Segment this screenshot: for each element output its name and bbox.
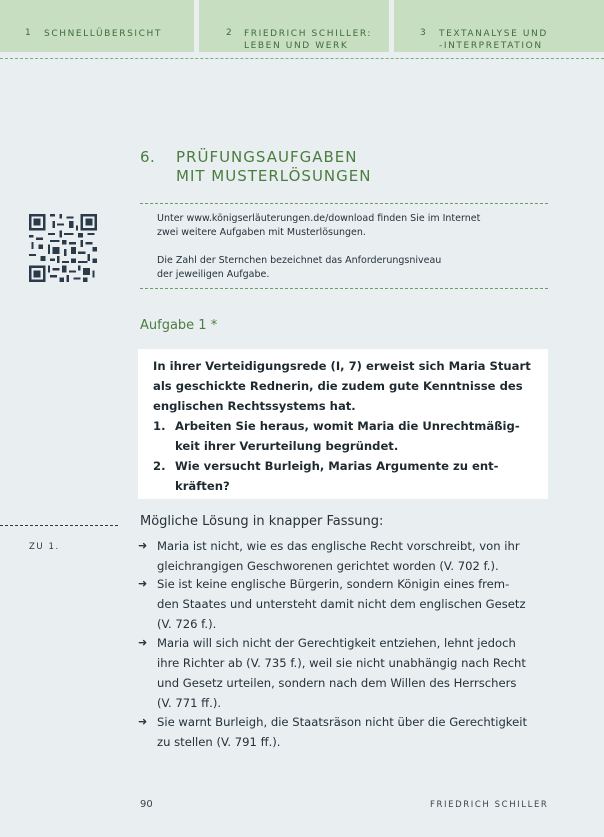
arrow-right-icon: ➜ <box>138 715 148 728</box>
chapter-navigation <box>0 0 604 57</box>
task-heading: Aufgabe 1 * <box>140 318 218 333</box>
tab-label: TEXTANALYSE UND -INTERPRETATION <box>439 29 548 51</box>
header-divider <box>0 58 604 59</box>
bullet-text: Maria ist nicht, wie es das englische Recht vorschreibt, von ihr gleichrangigen Geschworenen gerichtet worden (V. 702 f.). <box>157 539 520 573</box>
arrow-right-icon: ➜ <box>138 539 148 552</box>
tab-number: 1 <box>25 28 33 38</box>
tab-label: SCHNELLÜBERSICHT <box>44 29 162 39</box>
download-note: Unter www.königserläuterungen.de/download finden Sie im Internet zwei weitere Aufgaben mit Musterlösungen. <box>157 213 481 238</box>
tab-textanalyse[interactable] <box>394 0 604 52</box>
chapter-number: 6. <box>140 148 156 166</box>
page-number: 90 <box>140 799 153 810</box>
task-item-number: 1. <box>153 419 166 433</box>
tab-schiller-leben-werk[interactable] <box>199 0 389 52</box>
tab-number: 2 <box>226 28 234 38</box>
solution-heading: Mögliche Lösung in knapper Fassung: <box>140 514 384 529</box>
tab-label: FRIEDRICH SCHILLER: LEBEN UND WERK <box>244 29 373 51</box>
task-intro: In ihrer Verteidigungsrede (I, 7) erweist sich Maria Stuart als geschickte Rednerin, die zudem gute Kenntnisse des englischen Rechtssystems hat. <box>153 359 531 413</box>
difficulty-note: Die Zahl der Sternchen bezeichnet das Anforderungsniveau der jeweiligen Aufgabe. <box>157 255 442 280</box>
bullet-text: Sie ist keine englische Bürgerin, sondern Königin eines frem- den Staates und untersteht damit nicht dem englischen Gesetz (V. 726 f.). <box>157 577 526 631</box>
tab-schnelluebersicht[interactable] <box>0 0 194 52</box>
bullet-text: Maria will sich nicht der Gerechtigkeit entziehen, lehnt jedoch ihre Richter ab (V. 735 f.), weil sie nicht unabhängig nach Recht und Gesetz urteilen, sondern nach dem Willen des Herrschers (V. 771 ff.). <box>157 636 526 710</box>
task-item-text: Wie versucht Burleigh, Marias Argumente zu ent- kräften? <box>175 459 499 493</box>
arrow-right-icon: ➜ <box>138 636 148 649</box>
qr-code-icon[interactable] <box>29 214 97 282</box>
side-divider <box>0 525 118 526</box>
note-divider-top <box>140 203 548 204</box>
task-item-number: 2. <box>153 459 166 473</box>
arrow-right-icon: ➜ <box>138 577 148 590</box>
chapter-title: PRÜFUNGSAUFGABEN MIT MUSTERLÖSUNGEN <box>176 148 372 185</box>
running-footer-author: FRIEDRICH SCHILLER <box>430 800 549 810</box>
tab-number: 3 <box>420 28 428 38</box>
task-item-text: Arbeiten Sie heraus, womit Maria die Unrechtmäßig- keit ihrer Verurteilung begründet. <box>175 419 520 453</box>
note-divider-bottom <box>140 288 548 289</box>
side-label: ZU 1. <box>29 542 60 552</box>
bullet-text: Sie warnt Burleigh, die Staatsräson nicht über die Gerechtigkeit zu stellen (V. 791 ff.). <box>157 715 528 749</box>
